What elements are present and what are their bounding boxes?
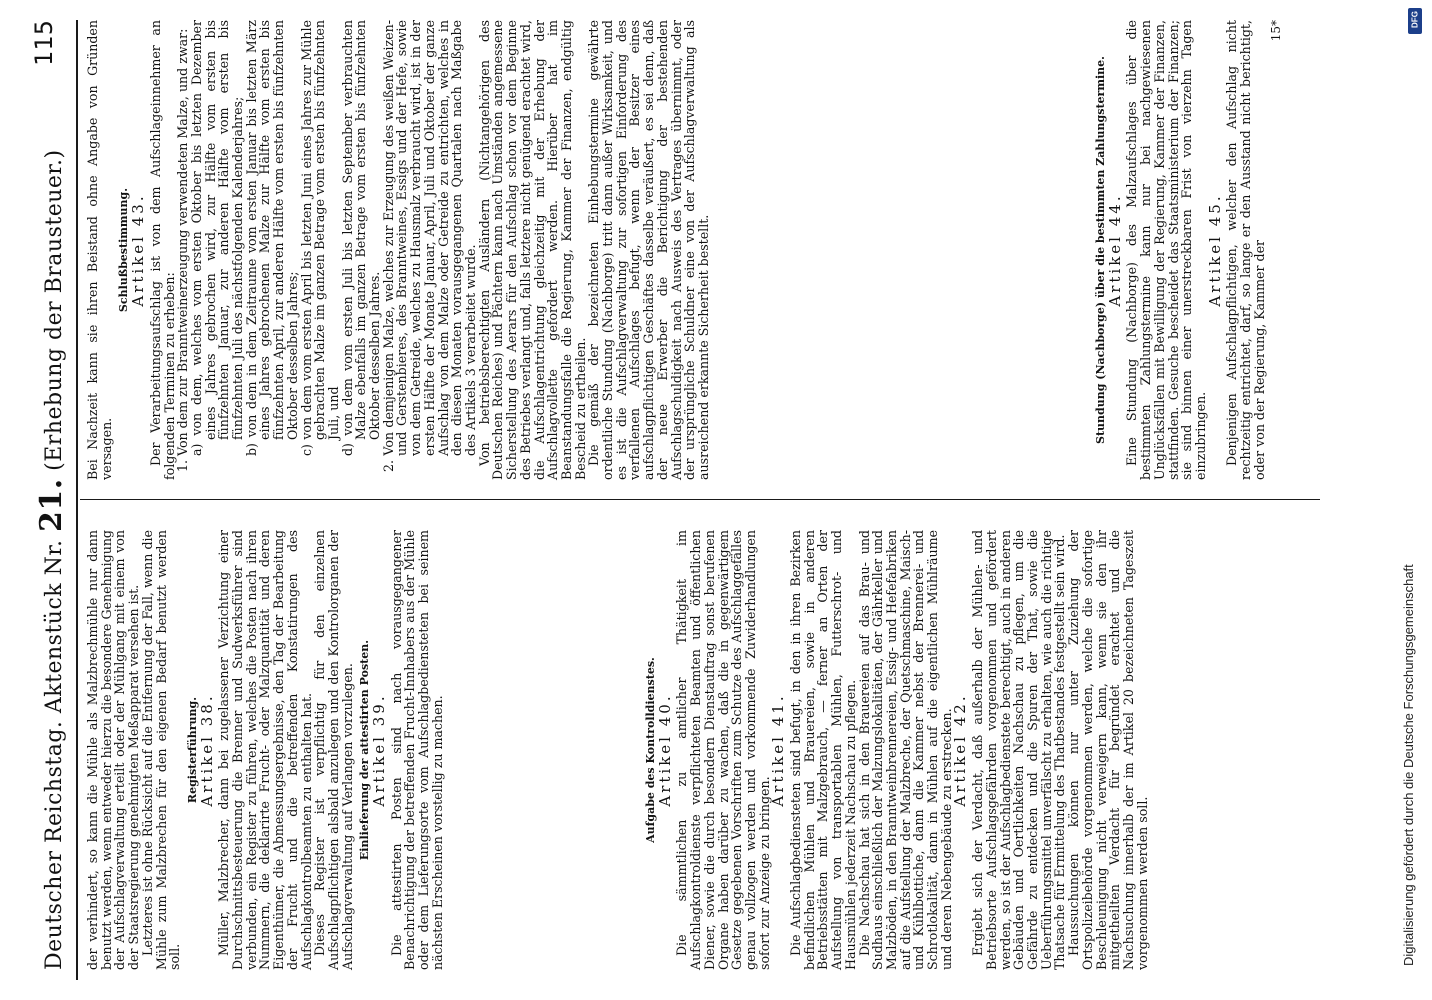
- section-heading: Schlußbestimmung.: [117, 187, 131, 313]
- list-item: 2. Von demjenigen Malze, welches zur Erzeugung des weißen Weizen- und Gerstenbieres, des Branntweines, Essigs und der Hefe, sowie von dem Getreide, welches zu Hausmalz verbraucht wird, ist in der ersten Hälfte der Monate Januar, April, Juli und Oktober der ganze Aufschlag von dem Malze oder Getreide zu entrichten, welches in den diesen Monaten vorausgegangenen Quartalen nach Maßgabe des Artikels 3 verarbeitet wurde.: [380, 20, 478, 472]
- running-title: [34, 149, 69, 970]
- running-title-right: (Erhebung der Brausteuer.): [42, 149, 67, 471]
- digitization-credit: [1398, 0, 1432, 1000]
- article-heading: Artikel 42.: [951, 693, 970, 807]
- column-right-lower: [1090, 20, 1284, 480]
- running-title-left: Deutscher Reichstag. Aktenstück Nr.: [42, 539, 67, 970]
- list-subitem: d) von dem vom ersten Juli bis letzten September verbrauchten Malze ebenfalls im ganzen Betrage vom ersten bis fünfzehnten Oktober desselben Jahres.: [339, 20, 383, 456]
- paragraph: Von betriebsberechtigten Ausländern (Nichtangehörigen des Deutschen Reiches) und Pächtern kann nach Umständen angemessene Sicherstellung des Aerars für den Aufschlag schon vor dem Beginne des Betriebes verlangt und, falls letztere nicht genügend erachtet wird, die Aufschlagentrichtung gleichzeitig mit der Erhebung der Aufschlagvollette gefordert werden. Hierüber hat im Beanstandungsfalle die Regierung, Kammer der Finanzen, endgültig Bescheid zu ertheilen.: [476, 20, 588, 480]
- list-subitem: c) von dem vom ersten April bis letzten Juni eines Jahres zur Mühle gebrachten Malze im ganzen Betrage vom ersten bis fünfzehnten Juli, und: [298, 20, 341, 456]
- paragraph: Bei Nachzeit kann sie ihren Beistand ohne Angabe von Gründen versagen.: [85, 20, 114, 480]
- paragraph: der verhindert, so kann die Mühle als Malzbrechmühle nur dann benutzt werden, wenn entweder hierzu die besondere Genehmigung der Aufschlagverwaltung erteilt oder der Mühlgang mit einem von der Staatsregierung genehmigten Meßapparat versehen ist.: [85, 530, 142, 970]
- signature-mark: 15*: [1269, 20, 1284, 42]
- article-heading: Artikel 38.: [197, 693, 216, 807]
- paragraph: Die gemäß der bezeichneten Einhebungstermine gewährte ordentliche Stundung (Nachborge) tritt dann außer Wirksamkeit, und es ist die Aufschlagverwaltung zur sofortigen Einforderung des verfallenen Aufschlages befugt, wenn der Besitzer eines aufschlagpflichtigen Geschäftes dasselbe veräußert, es sei denn, daß der neue Erwerber die Berichtigung der bestehenden Aufschlagschuldigkeit nach Ausweis des Vertrages übernimmt, oder der ursprüngliche Schuldner eine von der Aufschlagverwaltung als ausreichend erkannte Sicherheit bestellt.: [586, 20, 711, 480]
- article-heading: Artikel 40.: [655, 693, 674, 807]
- dfg-logo-text: DFG: [1410, 11, 1420, 28]
- list-subitem: a) von dem, welches vom ersten Oktober bis letzten Dezember eines Jahres gebrochen wird, zur Hälfte vom ersten bis fünfzehnten Januar, zur anderen Hälfte vom ersten bis fünfzehnten Juli des nächstfolgenden Kalenderjahres;: [188, 20, 246, 456]
- header-rule: [76, 20, 78, 980]
- section-heading: Registerführung.: [185, 696, 199, 804]
- paragraph: Die sämmtlichen zu amtlicher Thätigkeit im Aufschlagkontroldienste verpflichteten Beamten und öffentlichen Diener, sowie die durch besondern Dienstauftrag sonst berufenen Organe haben darüber zu wachen, daß die in gegenwärtigem Gesetze gegebenen Vorschriften zum Schutze des Aufschlaggefälles genau vollzogen werden und vorkommende Zuwiderhandlungen sofort zur Anzeige zu bringen.: [674, 530, 772, 970]
- section-heading: Stundung (Nachborge) über die bestimmten Zahlungstermine.: [1094, 56, 1107, 444]
- section-heading: Einlieferung der attestirten Posten.: [358, 639, 372, 861]
- paragraph: Müller, Malzbrecher, dann bei zugelassener Verzichtung einer Durchschnittsbesteuerung die Brenner und Sudwerksführer sind verbunden, ein Register zu führen, welches die Posten nach ihren Nummern, die deklarirte Frucht- oder Malzquantität und deren Eigenthümer, die Abmessungsergebnisse, den Tag der Bearbeitung der Frucht und die betreffenden Konstatirungen des Aufschlagkontrolbeamten zu enthalten hat.: [216, 530, 314, 970]
- page-header: [12, 0, 72, 1000]
- article-heading: Artikel 41.: [769, 693, 788, 807]
- paragraph: Ergiebt sich der Verdacht, daß außerhalb der Mühlen- und Betriebsorte Aufschlagsgefährden vorgenommen und gefördert werden, so ist der Aufschlagbedienstete berechtigt, auch in anderen Gebäuden und Oertlichkeiten Nachschau zu pflegen, um die Gefährde zu entdecken und die Spuren der That, sowie die Ueberführungsmittel unverfälscht zu erhalten, wie auch die richtige Thatsache für Ermittelung des Thatbestandes festgestellt sein wird.: [970, 530, 1068, 970]
- column-right-upper: [86, 20, 711, 480]
- page-number: 115: [30, 20, 58, 66]
- column-left-lower: [640, 530, 1149, 970]
- paragraph: Denjenigen Aufschlagpflichtigen, welcher den Aufschlag nicht rechtzeitig entrichtet, darf, so lange er den Ausstand nicht berichtigt, oder von der Regierung, Kammer der: [1224, 20, 1267, 480]
- paragraph: Die Nachschau hat sich in den Brauereien auf das Brau- und Sudhaus einschließlich der Malzungslokalitäten, der Gährkeller und Malzböden, in den Branntweinbrennereien, Essig- und Hefefabriken auf die Aufstellung der Malzbreche, der Quetschmaschine, Maisch- und Kühlbottiche, dann die Kammer nebst der Brennerei- und Schrotlokalität, dann in Mühlen auf die eigentlichen Mühlräume und deren Nebengebäude zu erstrecken.: [856, 530, 954, 970]
- paragraph: Eine Stundung (Nachborge) des Malzaufschlages über die bestimmten Zahlungstermine kann nur bei nachgewiesenen Unglücksfällen mit Bewilligung der Regierung, Kammer der Finanzen, stattfinden. Gesuche bescheidet das Staatsministerium der Finanzen; sie sind binnen einer unerstreckbaren Frist von vierzehn Tagen einzubringen.: [1124, 20, 1208, 480]
- dfg-logo: [1408, 8, 1422, 34]
- column-divider: [80, 499, 1320, 500]
- article-heading: Artikel 39.: [370, 693, 389, 807]
- article-heading: Artikel 44.: [1105, 193, 1124, 307]
- paragraph: Dieses Register ist verpflichtig für den einzelnen Aufschlagpflichtigen alsbald anzulegen und den Kontrolorganen der Aufschlagverwaltung auf Verlangen vorzulegen.: [312, 530, 355, 970]
- document-number: 21.: [34, 478, 69, 533]
- article-heading: Artikel 43.: [129, 193, 148, 307]
- paragraph: Letzteres ist ohne Rücksicht auf die Entfernung der Fall, wenn die Mühle zum Malzbrechen für den eigenen Bedarf benutzt werden soll.: [139, 530, 183, 970]
- paragraph: Die Aufschlagbediensteten sind befugt, in den in ihren Bezirken befindlichen Mühlen und Brauereien, sowie in anderen Betriebsstätten mit Malzgebrauch, — ferner an Orten der Aufstellung von transportablen Mühlen, Futterschrot- und Hausmühlen jederzeit Nachschau zu pflegen.: [788, 530, 858, 970]
- column-left-upper: [86, 530, 445, 970]
- paragraph: Haussuchungen können nur unter Zuziehung der Ortspolizeibehörde vorgenommen werden, welche die sofortige Beschleunigung nicht verweigern kann, wenn sie den ihr mitgetheilten Verdacht für begründet erachtet und die Nachsuchung innerhalb der im Artikel 20 bezeichneten Tageszeit vorgenommen werden soll.: [1066, 530, 1150, 970]
- paragraph: Der Verarbeitungsaufschlag ist von dem Aufschlageinnehmer an folgenden Terminen zu erheben:: [147, 20, 177, 480]
- list-subitem: b) von dem in dem Zeitraume vom ersten Januar bis letzten März eines Jahres gebrochenen Malze zur Hälfte vom ersten bis fünfzehnten April, zur anderen Hälfte vom ersten bis fünfzehnten Oktober desselben Jahres;: [243, 20, 300, 456]
- section-heading: Aufgabe des Kontrolldienstes.: [644, 657, 657, 843]
- list-item: 1. Von dem zur Branntweinerzeugung verwendeten Malze, und zwar:: [175, 28, 191, 472]
- paragraph: Die attestirten Posten sind nach vorausgegangener Benachrichtigung der betreffenden Frucht-Innhabers aus der Mühle oder dem Lieferungsorte vom Aufschlagbediensteten bei seinem nächsten Erscheinen vorstellig zu machen.: [388, 530, 445, 970]
- digitization-credit-text: Digitalisierung gefördert durch die Deutsche Forschungsgemeinschaft: [1401, 564, 1416, 966]
- article-heading: Artikel 45.: [1205, 193, 1224, 307]
